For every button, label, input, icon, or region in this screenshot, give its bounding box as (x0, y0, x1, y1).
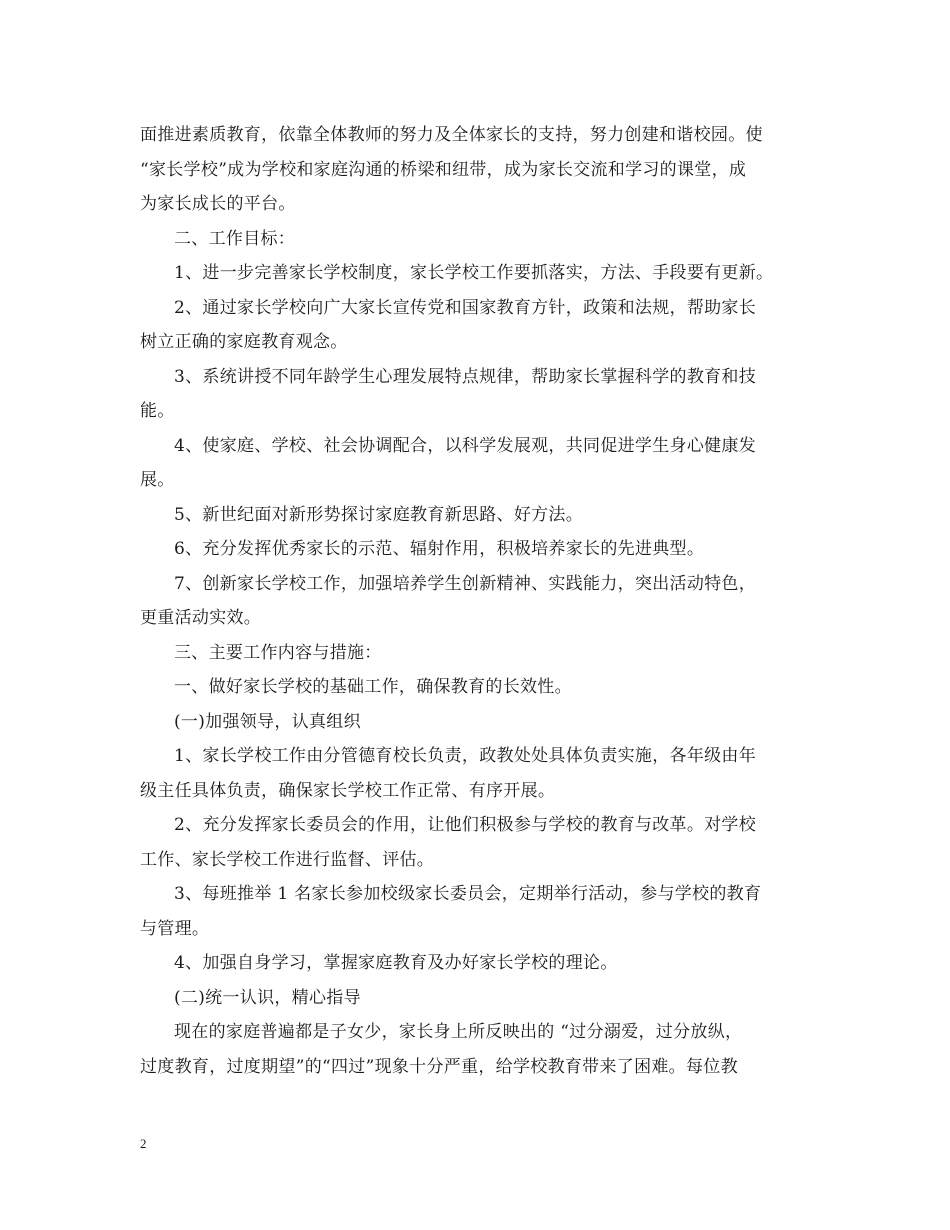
list-item: 1、家长学校工作由分管德育校长负责，政教处处具体负责实施，各年级由年 (174, 746, 757, 766)
list-item-continuation: 能。 (140, 401, 175, 421)
subsection-heading: (一)加强领导，认真组织 (174, 711, 361, 732)
list-item: 1、进一步完善家长学校制度，家长学校工作要抓落实，方法、手段要有更新。 (174, 263, 774, 283)
list-item: 6、充分发挥优秀家长的示范、辐射作用，积极培养家长的先进典型。 (174, 539, 705, 559)
page-number: 2 (140, 1136, 147, 1151)
list-item-continuation: 树立正确的家庭教育观念。 (140, 332, 348, 352)
paragraph-line: 现在的家庭普遍都是子女少，家长身上所反映出的 “过分溺爱，过分放纵， (174, 1022, 743, 1042)
list-item: 2、充分发挥家长委员会的作用，让他们积极参与学校的教育与改革。对学校 (174, 815, 757, 835)
paragraph-line: 为家长成长的平台。 (140, 194, 296, 214)
subsection-heading: (二)统一认识，精心指导 (174, 987, 361, 1008)
list-item-continuation: 工作、家长学校工作进行监督、评估。 (140, 849, 435, 870)
list-item: 3、系统讲授不同年龄学生心理发展特点规律，帮助家长掌握科学的教育和技 (174, 366, 757, 387)
list-item: 3、每班推举 1 名家长参加校级家长委员会，定期举行活动，参与学校的教育 (174, 884, 762, 904)
document-body (140, 118, 812, 1084)
list-item-continuation: 级主任具体负责，确保家长学校工作正常、有序开展。 (140, 780, 556, 801)
list-item: 4、使家庭、学校、社会协调配合，以科学发展观，共同促进学生身心健康发 (174, 435, 757, 456)
list-item: 4、加强自身学习，掌握家庭教育及办好家长学校的理论。 (174, 953, 618, 973)
list-item: 2、通过家长学校向广大家长宣传党和国家教育方针，政策和法规，帮助家长 (174, 297, 757, 318)
list-item-continuation: 展。 (140, 470, 175, 490)
section-heading: 二、工作目标： (174, 228, 296, 249)
subsection-heading: 一、做好家长学校的基础工作，确保教育的长效性。 (174, 677, 572, 697)
paragraph-line: 过度教育，过度期望”的“四过”现象十分严重，给学校教育带来了困难。每位教 (140, 1056, 738, 1077)
section-heading: 三、主要工作内容与措施： (174, 642, 382, 663)
list-item: 7、创新家长学校工作，加强培养学生创新精神、实践能力，突出活动特色， (174, 573, 757, 594)
list-item-continuation: 更重活动实效。 (140, 608, 262, 628)
paragraph-line: “家长学校”成为学校和家庭沟通的桥梁和纽带，成为家长交流和学习的课堂，成 (140, 159, 747, 180)
list-item: 5、新世纪面对新形势探讨家庭教育新思路、好方法。 (174, 504, 584, 525)
paragraph-line: 面推进素质教育，依靠全体教师的努力及全体家长的支持，努力创建和谐校园。使 (140, 125, 763, 145)
list-item-continuation: 与管理。 (140, 918, 210, 939)
